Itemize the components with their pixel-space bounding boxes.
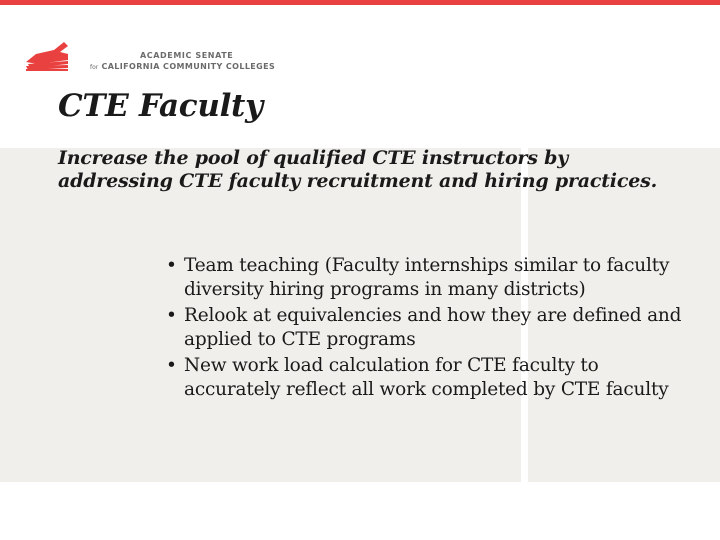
list-item — [166, 254, 686, 301]
org-name-prefix: for — [90, 64, 99, 71]
bullet-text: Team teaching (Faculty internships similar to faculty diversity hiring programs in many districts) — [184, 255, 670, 300]
bullet-text: Relook at equivalencies and how they are defined and applied to CTE programs — [184, 305, 682, 350]
org-name-line-2-text: CALIFORNIA COMMUNITY COLLEGES — [101, 62, 276, 71]
bullet-icon: • — [166, 305, 177, 326]
bullet-icon: • — [166, 255, 177, 276]
list-item — [166, 354, 686, 401]
slide-subtitle: Increase the pool of qualified CTE instructors by addressing CTE faculty recruitment and hiring practices. — [58, 147, 657, 192]
org-name-line-1: ACADEMIC SENATE — [140, 51, 234, 60]
slide-title: CTE Faculty — [58, 88, 263, 124]
bullet-text: New work load calculation for CTE faculty to accurately reflect all work completed by CTE faculty — [184, 355, 669, 400]
list-item — [166, 304, 686, 351]
bullet-icon: • — [166, 355, 177, 376]
organization-name — [90, 50, 275, 73]
academic-senate-logo-icon — [24, 38, 84, 72]
org-name-line-2 — [90, 61, 275, 73]
bullet-list — [166, 254, 686, 404]
top-accent-bar — [0, 0, 720, 5]
